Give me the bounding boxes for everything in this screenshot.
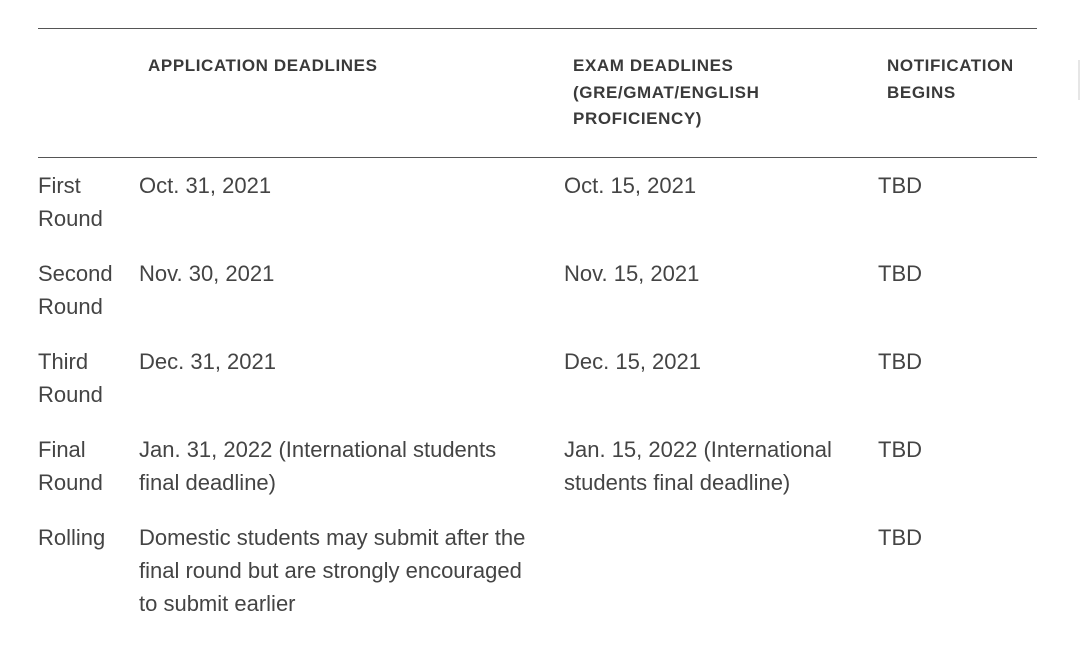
application-deadline: Dec. 31, 2021	[139, 349, 276, 374]
round-label: Rolling	[38, 525, 106, 550]
notification-date: TBD	[878, 173, 922, 198]
application-deadline: Oct. 31, 2021	[139, 173, 272, 198]
application-deadline: Jan. 31, 2022 (International students final deadline)	[139, 437, 497, 495]
round-label: Final Round	[38, 437, 103, 495]
table-top-rule	[38, 28, 1037, 29]
application-deadline: Nov. 30, 2021	[139, 261, 275, 286]
round-label: First Round	[38, 173, 103, 231]
exam-deadline: Oct. 15, 2021	[564, 173, 697, 198]
notification-date: TBD	[878, 261, 922, 286]
notification-date: TBD	[878, 349, 922, 374]
exam-deadline: Dec. 15, 2021	[564, 349, 701, 374]
application-deadline: Domestic students may submit after the final round but are strongly encouraged to submit earlier	[139, 525, 526, 616]
header-exam-deadlines: EXAM DEADLINES (GRE/GMAT/ENGLISH PROFICIENCY)	[573, 56, 760, 128]
header-application-deadlines: APPLICATION DEADLINES	[148, 56, 378, 75]
round-label: Second Round	[38, 261, 113, 319]
notification-date: TBD	[878, 525, 922, 550]
exam-deadline: Jan. 15, 2022 (International students final deadline)	[564, 437, 832, 495]
notification-date: TBD	[878, 437, 922, 462]
table-header-rule	[38, 157, 1037, 158]
round-label: Third Round	[38, 349, 103, 407]
header-notification-begins: NOTIFICATION BEGINS	[887, 56, 1014, 102]
exam-deadline: Nov. 15, 2021	[564, 261, 700, 286]
